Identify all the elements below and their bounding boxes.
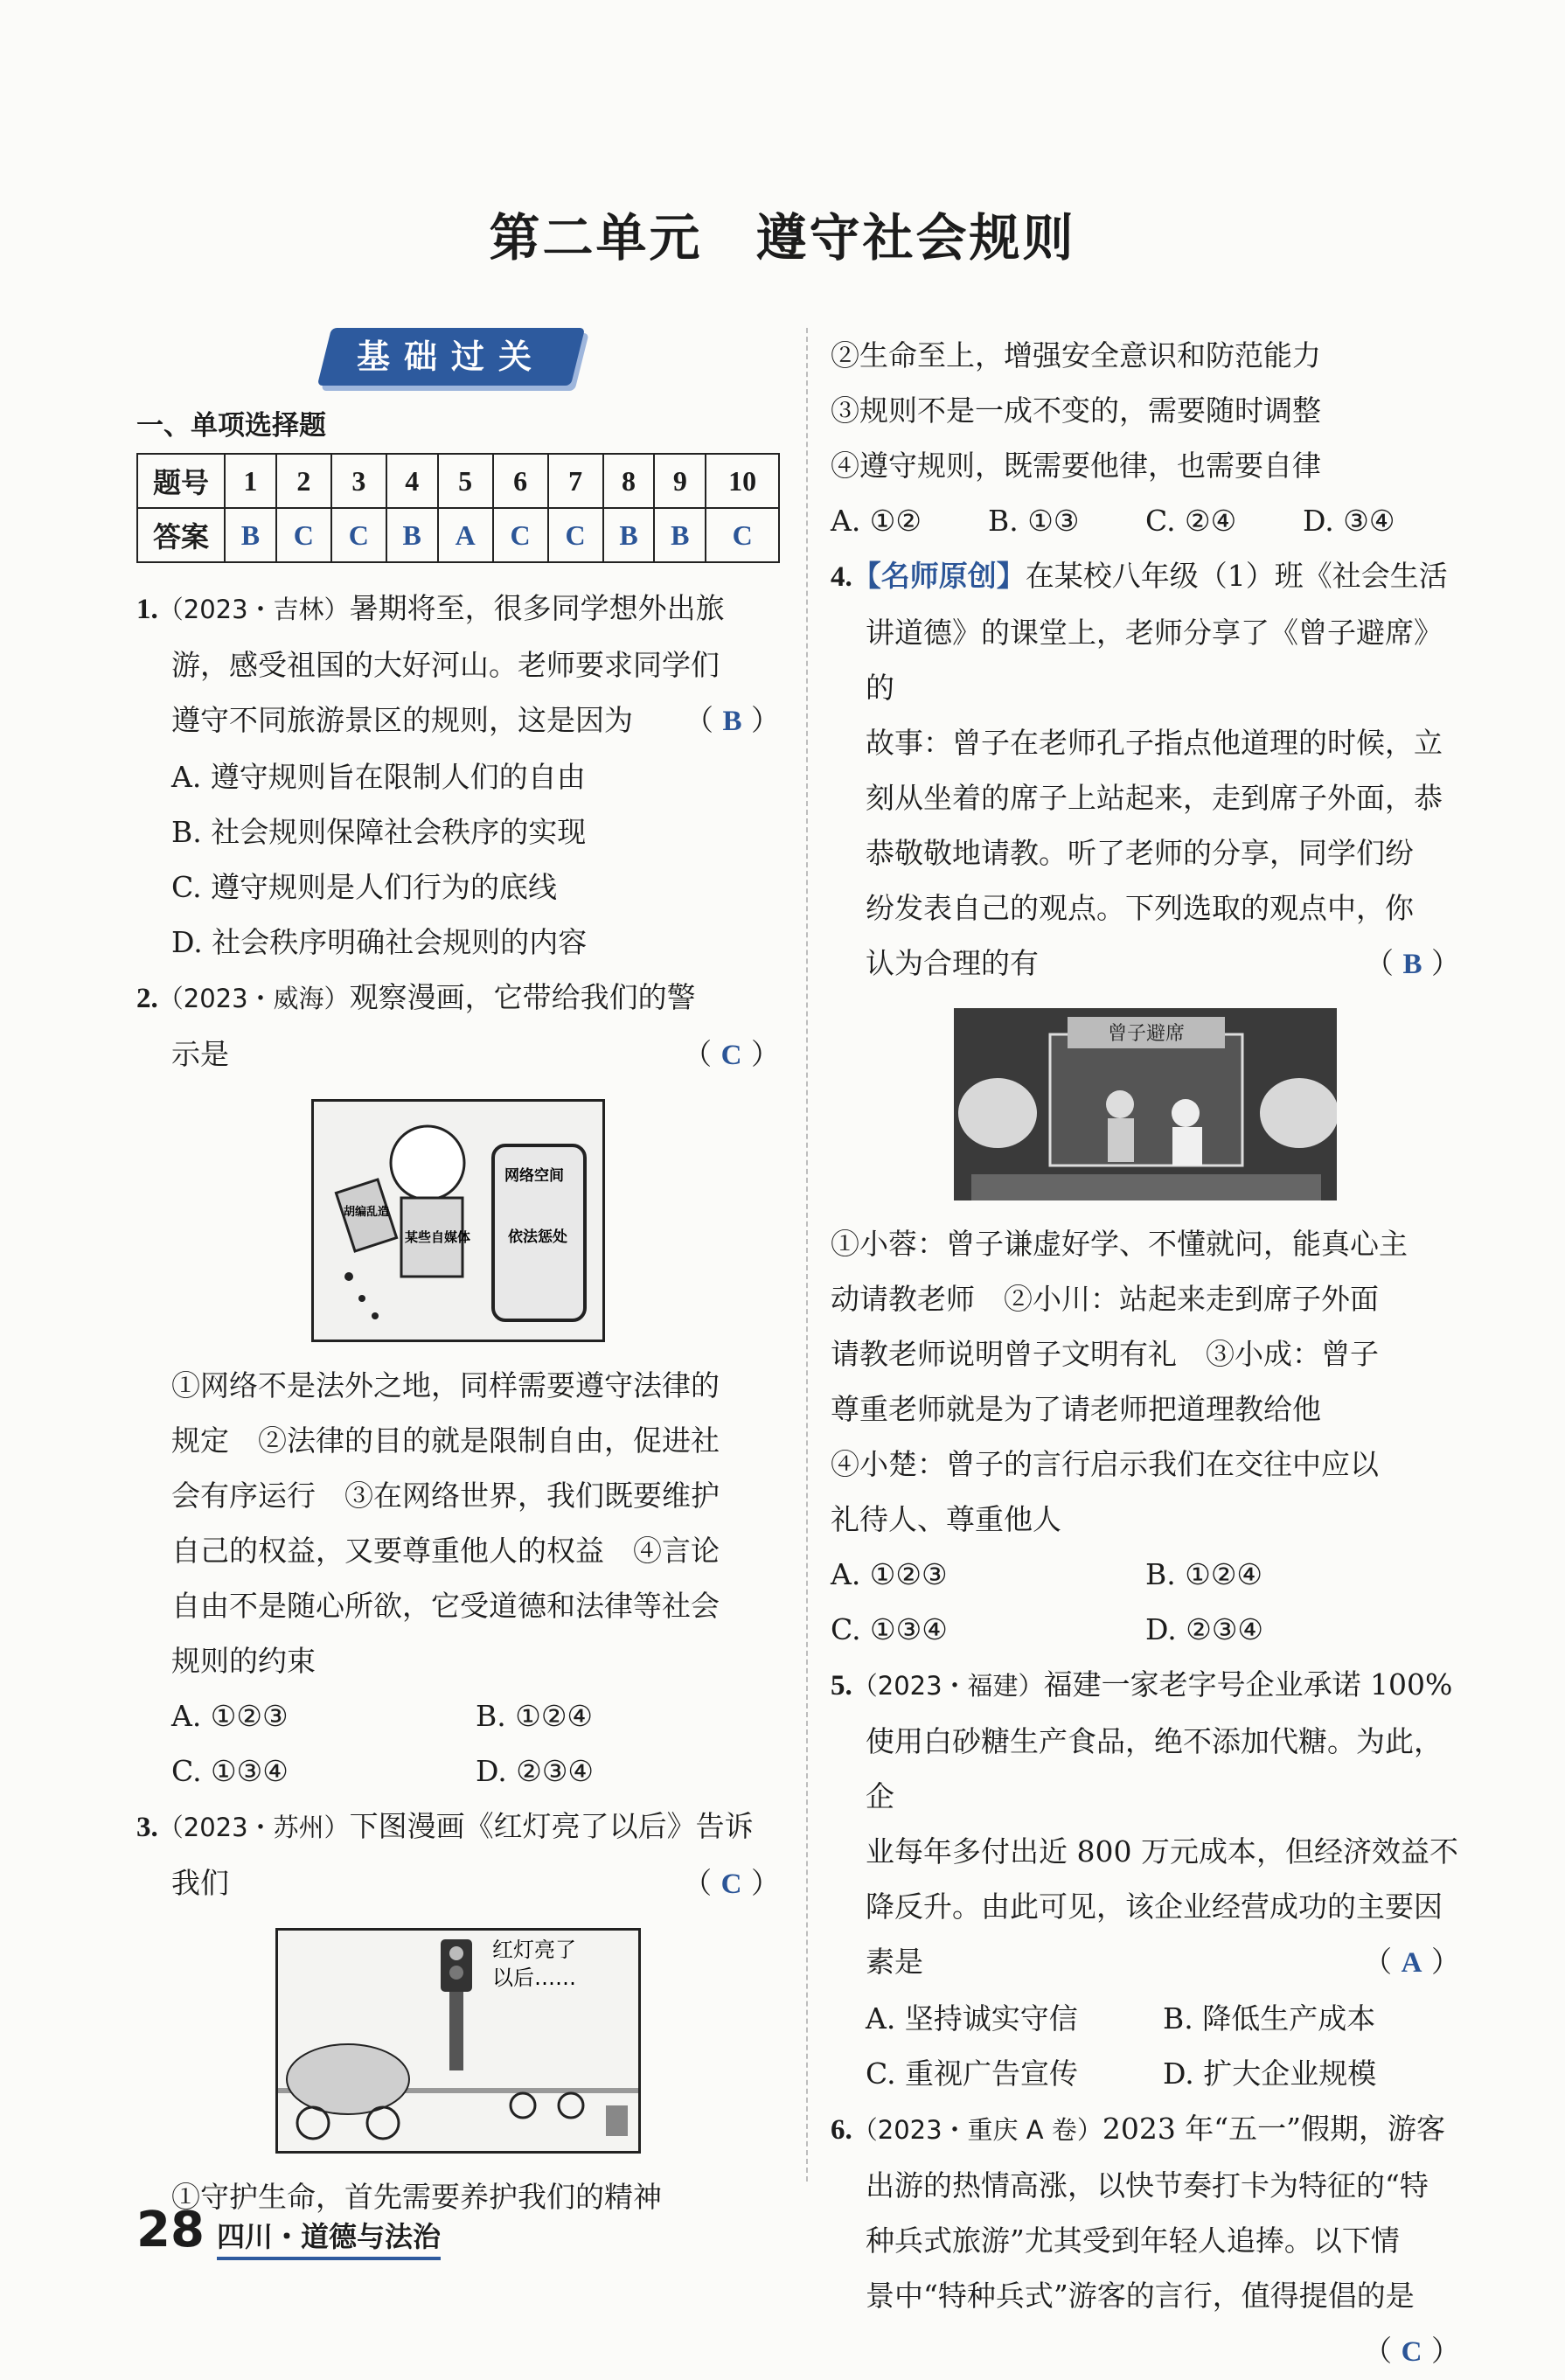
question-text: 种兵式旅游”尤其受到年轻人追捧。以下情 (866, 2223, 1400, 2258)
banner-label: 基础过关 (356, 338, 546, 376)
option: D. ②③④ (1145, 1612, 1264, 1646)
question-source: （2023・吉林） (157, 595, 350, 624)
question-text: 下图漫画《红灯亮了以后》告诉 (349, 1809, 754, 1843)
answer-cell: A (438, 508, 493, 562)
question-4 (831, 548, 1460, 1657)
question-source: （2023・苏州） (157, 1813, 350, 1842)
answer-bracket: （ B ） (684, 703, 780, 737)
section-banner (324, 328, 578, 386)
answer-letter: A (1401, 1947, 1422, 1979)
statement: 规定 ②法律的目的就是限制自由，促进社 (171, 1423, 720, 1458)
question-source: （2023・重庆 A 卷） (852, 2115, 1102, 2145)
question-text: 遵守不同旅游景区的规则，这是因为 (171, 703, 633, 737)
answer-table-answer-row (137, 508, 779, 562)
page-title: 第二单元 遵守社会规则 (489, 208, 1076, 268)
question-text: 认为合理的有 (866, 946, 1039, 980)
cartoon-caption: 红灯亮了 (492, 1938, 576, 1962)
answer-bracket: （ C ） (1363, 2334, 1460, 2368)
right-column (831, 328, 1460, 2380)
statement: ③规则不是一成不变的，需要随时调整 (831, 393, 1321, 428)
question-text: 素是 (866, 1945, 923, 1979)
question-number: 1. (136, 594, 158, 625)
table-header: 答案 (137, 508, 225, 562)
option: B. 社会规则保障社会秩序的实现 (171, 815, 587, 849)
question-3 (136, 1799, 780, 2224)
page-number: 28 (136, 2202, 205, 2258)
option: D. 社会秩序明确社会规则的内容 (171, 925, 588, 959)
question-text: 游，感受祖国的大好河山。老师要求同学们 (171, 648, 720, 682)
question-number: 3. (136, 1812, 158, 1843)
answer-bracket: （ C ） (683, 1866, 780, 1900)
statement: 自己的权益，又要尊重他人的权益 ④言论 (171, 1534, 720, 1568)
statement: 尊重老师就是为了请老师把道理教给他 (831, 1392, 1321, 1426)
option: B. ①③ (988, 504, 1080, 538)
table-cell: 4 (386, 454, 438, 508)
statement: ①网络不是法外之地，同样需要遵守法律的 (171, 1368, 720, 1402)
answer-letter: B (1402, 949, 1422, 980)
column-divider (806, 328, 808, 2182)
option: D. ③④ (1303, 504, 1395, 538)
question-text: 我们 (171, 1866, 229, 1900)
cartoon-label: 某些自媒体 (405, 1229, 471, 1245)
cartoon-image (311, 1099, 605, 1342)
answer-letter: C (1401, 2336, 1422, 2368)
section-heading: 一、单项选择题 (136, 410, 326, 442)
answer-cell: B (603, 508, 655, 562)
statement: ①守护生命，首先需要养护我们的精神 (171, 2180, 662, 2214)
option: A. 坚持诚实守信 (866, 2001, 1078, 2036)
answer-letter: C (720, 1040, 742, 1071)
answer-cell: B (225, 508, 276, 562)
option: B. ①②④ (1145, 1557, 1262, 1591)
question-source: （2023・福建） (852, 1671, 1044, 1701)
answer-letter: C (720, 1869, 742, 1900)
question-number: 5. (831, 1670, 852, 1701)
story-image (954, 1008, 1337, 1200)
question-text: 故事：曾子在老师孔子指点他道理的时候，立 (866, 726, 1443, 760)
answer-cell: C (493, 508, 548, 562)
page-footer (136, 2202, 441, 2260)
question-source: （2023・威海） (157, 984, 350, 1013)
option: D. ②③④ (476, 1754, 595, 1788)
table-header: 题号 (137, 454, 225, 508)
left-column (136, 328, 780, 2224)
answer-cell: C (706, 508, 779, 562)
question-2 (136, 970, 780, 1799)
question-text: 纷发表自己的观点。下列选取的观点中，你 (866, 891, 1414, 925)
statement: 动请教老师 ②小川：站起来走到席子外面 (831, 1282, 1379, 1316)
cartoon-label: 网络空间 (504, 1167, 564, 1185)
question-text: 景中“特种兵式”游客的言行，值得提倡的是 (866, 2279, 1415, 2313)
answer-cell: C (276, 508, 331, 562)
table-cell: 2 (276, 454, 331, 508)
option: A. ①②③ (831, 1557, 948, 1591)
option: A. ①② (831, 504, 922, 538)
question-text: 降反升。由此可见，该企业经营成功的主要因 (866, 1889, 1443, 1924)
option: B. 降低生产成本 (1163, 2001, 1376, 2036)
option: C. ②④ (1145, 504, 1237, 538)
option: A. ①②③ (171, 1699, 289, 1733)
question-5 (831, 1657, 1460, 2101)
question-3-continued (831, 328, 1460, 548)
question-text: 刻从坐着的席子上站起来，走到席子外面，恭 (866, 781, 1443, 815)
option: C. 遵守规则是人们行为的底线 (171, 870, 558, 904)
statement: 会有序运行 ③在网络世界，我们既要维护 (171, 1479, 720, 1513)
table-cell: 5 (438, 454, 493, 508)
cartoon-label: 依法惩处 (508, 1228, 567, 1246)
question-text: 使用白砂糖生产食品，绝不添加代糖。为此，企 (866, 1724, 1443, 1813)
answer-cell: B (654, 508, 706, 562)
answer-cell: C (548, 508, 603, 562)
option: C. ①③④ (831, 1612, 948, 1646)
statement: 礼待人、尊重他人 (831, 1502, 1061, 1536)
option: B. ①②④ (476, 1699, 593, 1733)
question-number: 6. (831, 2114, 852, 2146)
statement: 请教老师说明曾子文明有礼 ③小成：曾子 (831, 1337, 1379, 1371)
question-text: 业每年多付出近 800 万元成本，但经济效益不 (866, 1834, 1458, 1869)
question-number: 4. (831, 561, 852, 593)
cartoon-image (275, 1928, 641, 2154)
statement: ④小楚：曾子的言行启示我们在交往中应以 (831, 1447, 1379, 1481)
question-text: 在某校八年级（1）班《社会生活 (1025, 559, 1448, 593)
question-text: 2023 年“五一”假期，游客 (1102, 2112, 1446, 2146)
statement: ②生命至上，增强安全意识和防范能力 (831, 338, 1321, 372)
statement: ①小蓉：曾子谦虚好学、不懂就问，能真心主 (831, 1227, 1408, 1261)
answer-bracket: （ A ） (1363, 1945, 1460, 1979)
question-text: 恭敬敬地请教。听了老师的分享，同学们纷 (866, 836, 1414, 870)
table-cell: 8 (603, 454, 655, 508)
cartoon-label: 胡编乱造 (344, 1206, 390, 1219)
series-title: 四川・道德与法治 (217, 2215, 441, 2260)
answer-letter: B (722, 706, 742, 737)
table-cell: 10 (706, 454, 779, 508)
question-text: 示是 (171, 1037, 229, 1071)
cartoon-caption: 以后…… (492, 1966, 576, 1990)
table-cell: 3 (331, 454, 386, 508)
question-text: 出游的热情高涨，以快节奏打卡为特征的“特 (866, 2168, 1429, 2203)
option: C. ①③④ (171, 1754, 289, 1788)
option: D. 扩大企业规模 (1163, 2056, 1377, 2091)
statement: 自由不是随心所欲，它受道德和法律等社会 (171, 1589, 720, 1623)
table-cell: 6 (493, 454, 548, 508)
question-1 (136, 581, 780, 970)
answer-table (136, 453, 780, 563)
table-cell: 7 (548, 454, 603, 508)
question-number: 2. (136, 983, 158, 1014)
table-cell: 1 (225, 454, 276, 508)
question-tag: 【名师原创】 (852, 559, 1026, 593)
question-text: 暑期将至，很多同学想外出旅 (349, 591, 725, 625)
table-cell: 9 (654, 454, 706, 508)
statement: 规则的约束 (171, 1644, 316, 1678)
answer-bracket: （ C ） (683, 1037, 780, 1071)
question-text: 讲道德》的课堂上，老师分享了《曾子避席》的 (866, 616, 1443, 705)
figure-title: 曾子避席 (1107, 1023, 1186, 1045)
option: A. 遵守规则旨在限制人们的自由 (171, 760, 586, 794)
option: C. 重视广告宣传 (866, 2056, 1079, 2091)
question-text: 福建一家老字号企业承诺 100% (1043, 1667, 1453, 1701)
question-text: 观察漫画，它带给我们的警 (349, 980, 696, 1014)
answer-bracket: （ B ） (1364, 946, 1460, 980)
answer-cell: C (331, 508, 386, 562)
answer-cell: B (386, 508, 438, 562)
statement: ④遵守规则，既需要他律，也需要自律 (831, 449, 1321, 483)
question-6 (831, 2101, 1460, 2380)
answer-table-number-row (137, 454, 779, 508)
